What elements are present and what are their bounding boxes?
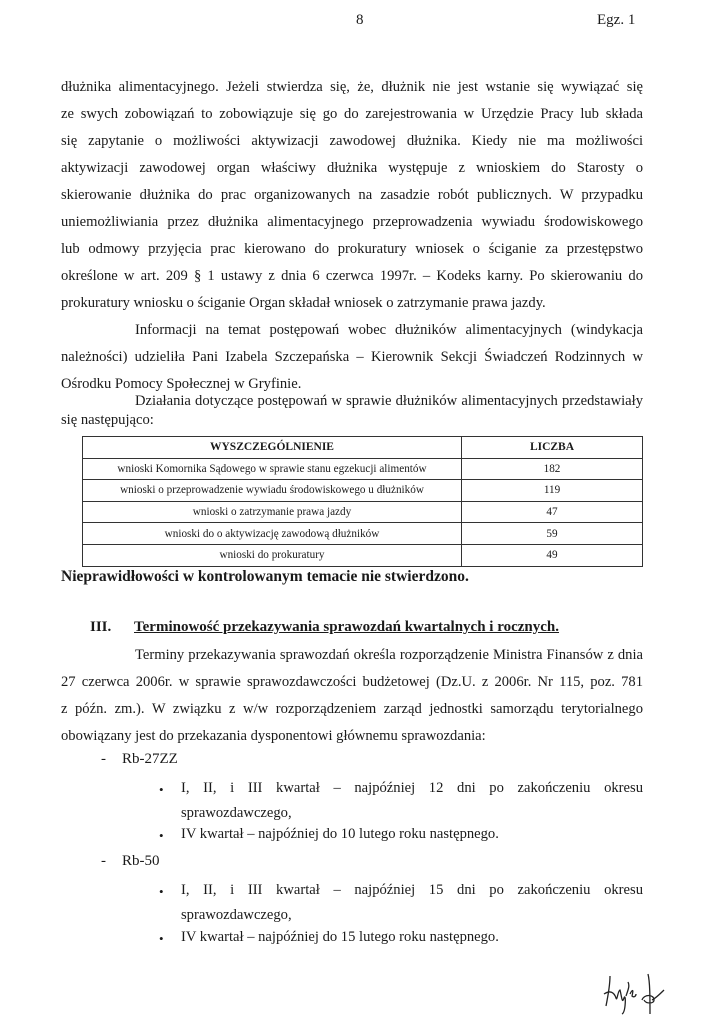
bullet-icon: • [159,884,164,899]
text-line: z późn. zm.). W związku z w/w rozporządzeniem zarząd jednostki samorządu terytorialnego [61,701,643,717]
section-title: Terminowość przekazywania sprawozdań kwartalnych i rocznych. [134,619,559,635]
column-header-description: WYSZCZEGÓLNIENIE [83,437,462,459]
bullet-icon: • [159,782,164,797]
table-row [83,458,643,480]
bullet-icon: • [159,828,164,843]
column-header-count: LICZBA [462,437,643,459]
row-value: 49 [462,544,643,566]
dash-marker: - [101,751,106,767]
text-line: prokuratury wniosku o ściganie Organ składał wniosek o zatrzymanie prawa jazdy. [61,295,546,311]
text-line: należności) udzieliła Pani Izabela Szczepańska – Kierownik Sekcji Świadczeń Rodzinnych w [61,349,643,365]
text-line: się zapytanie o możliwości aktywizacji zawodowej dłużnika. Kiedy nie ma możliwości [61,133,643,149]
text-line: określone w art. 209 § 1 ustawy z dnia 6 czerwca 1997r. – Kodeks karny. Po skierowaniu do [61,268,643,284]
row-label: wnioski do prokuratury [83,544,462,566]
table-row [83,501,643,523]
page-number: 8 [356,12,364,28]
text-line: aktywizacji zawodowej organ właściwy dłużnika występuje z wnioskiem do Starosty o [61,160,643,176]
row-label: wnioski Komornika Sądowego w sprawie stanu egzekucji alimentów [83,458,462,480]
text-line: dłużnika alimentacyjnego. Jeżeli stwierdza się, że, dłużnik nie jest wstanie się wywiązać się [61,79,643,95]
row-value: 59 [462,523,643,545]
text-line: Informacji na temat postępowań wobec dłużników alimentacyjnych (windykacja [135,322,643,338]
row-label: wnioski o zatrzymanie prawa jazdy [83,501,462,523]
text-line: 27 czerwca 2006r. w sprawie sprawozdawczości budżetowej (Dz.U. z 2006r. Nr 115, poz. 781 [61,674,643,690]
text-line: Ośrodku Pomocy Społecznej w Gryfinie. [61,376,302,392]
row-label: wnioski do o aktywizację zawodową dłużników [83,523,462,545]
bullet-line: IV kwartał – najpóźniej do 15 lutego roku następnego. [181,929,499,945]
text-line: Terminy przekazywania sprawozdań określa rozporządzenie Ministra Finansów z dnia [135,647,643,663]
dash-marker: - [101,853,106,869]
row-value: 119 [462,480,643,502]
bullet-icon: • [159,931,164,946]
text-line: uniemożliwiania przez dłużnika alimentacyjnego przeprowadzenia wywiadu środowiskowego [61,214,643,230]
conclusion-text: Nieprawidłowości w kontrolowanym temacie nie stwierdzono. [61,568,469,585]
text-line: lub odmowy przyjęcia prac kierowano do prokuratury wniosek o ściganie za przestępstwo [61,241,643,257]
copy-label: Egz. 1 [597,12,636,28]
report-name: Rb-50 [122,853,160,869]
bullet-line: I, II, i III kwartał – najpóźniej 15 dni po zakończeniu okresu [181,882,643,898]
bullet-line: sprawozdawczego, [181,907,292,923]
handwritten-signature-icon [598,968,668,1023]
text-line: ze swych zobowiązań to zobowiązuje się go do zarejestrowania w Urzędzie Pracy lub składa [61,106,643,122]
text-line: się następująco: [61,412,154,428]
row-value: 47 [462,501,643,523]
bullet-line: sprawozdawczego, [181,805,292,821]
table-header-row [83,437,643,459]
debtors-actions-table [82,436,643,567]
text-line: obowiązany jest do przekazania dysponentowi głównemu sprawozdania: [61,728,486,744]
table-row [83,544,643,566]
row-value: 182 [462,458,643,480]
report-name: Rb-27ZZ [122,751,178,767]
text-line: Działania dotyczące postępowań w sprawie dłużników alimentacyjnych przedstawiały [135,393,643,409]
table-row [83,480,643,502]
section-number: III. [90,619,112,635]
table-row [83,523,643,545]
bullet-line: I, II, i III kwartał – najpóźniej 12 dni po zakończeniu okresu [181,780,643,796]
text-line: skierowanie dłużnika do prac organizowanych na zasadzie robót publicznych. W przypadku [61,187,643,203]
row-label: wnioski o przeprowadzenie wywiadu środowiskowego u dłużników [83,480,462,502]
bullet-line: IV kwartał – najpóźniej do 10 lutego roku następnego. [181,826,499,842]
